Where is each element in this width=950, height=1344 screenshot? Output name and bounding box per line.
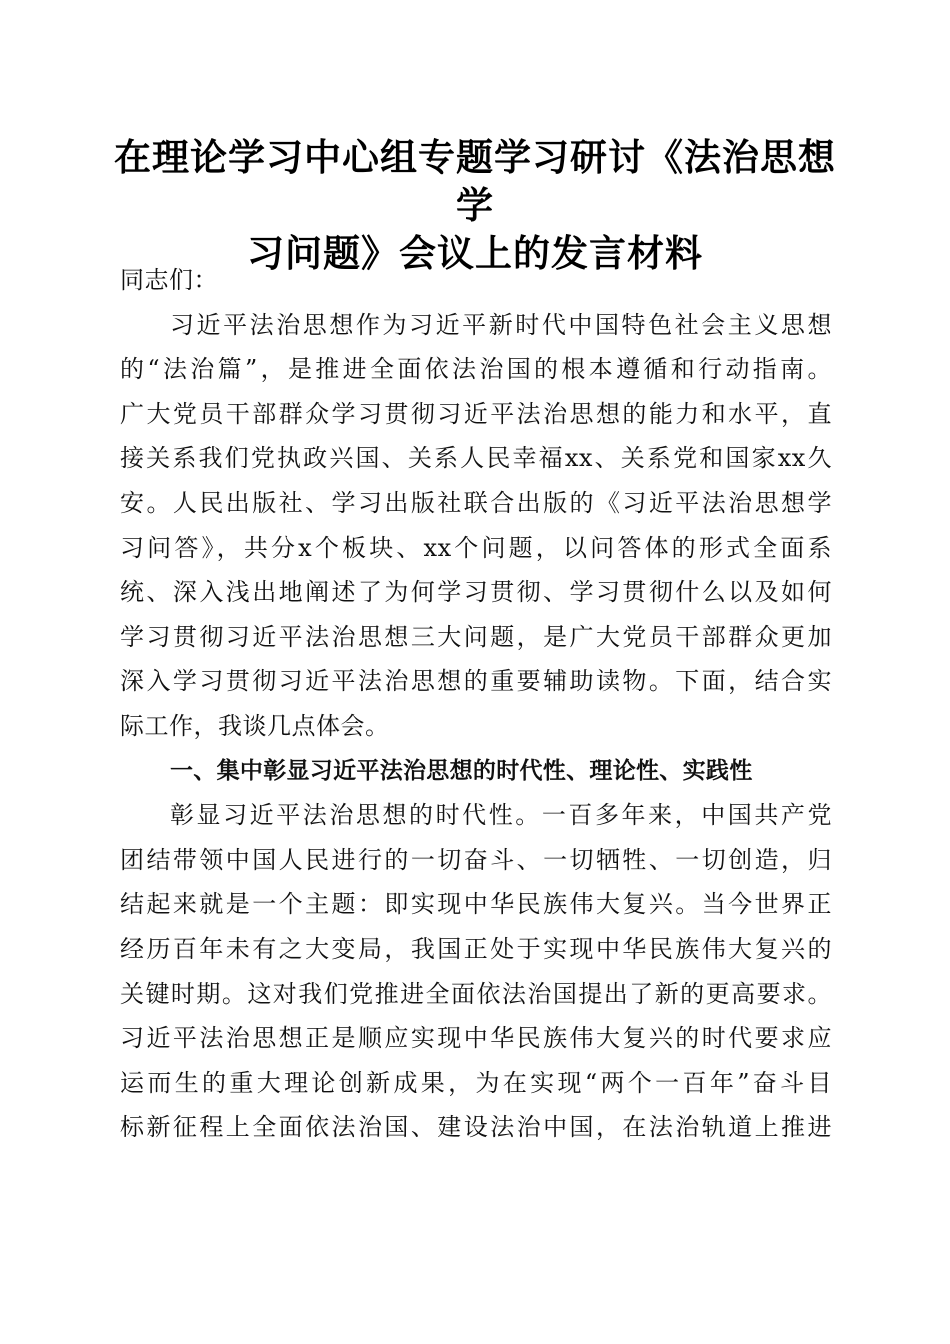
paragraph-2-line-2: 团结带领中国人民进行的一切奋斗、一切牺牲、一切创造，归 xyxy=(120,845,832,874)
paragraph-2-line-5: 关键时期。这对我们党推进全面依法治国提出了新的更高要求。 xyxy=(120,979,832,1008)
document-title xyxy=(100,133,850,277)
paragraph-1-line-4: 接关系我们党执政兴国、关系人民幸福xx、关系党和国家xx久 xyxy=(120,444,832,473)
paragraph-2-line-8: 标新征程上全面依法治国、建设法治中国，在法治轨道上推进 xyxy=(120,1113,832,1142)
salutation: 同志们： xyxy=(120,266,218,294)
paragraph-2-line-3: 结起来就是一个主题：即实现中华民族伟大复兴。当今世界正 xyxy=(120,890,832,919)
paragraph-1-line-10: 际工作，我谈几点体会。 xyxy=(120,711,390,740)
paragraph-2-line-6: 习近平法治思想正是顺应实现中华民族伟大复兴的时代要求应 xyxy=(120,1024,832,1053)
paragraph-1-line-5: 安。人民出版社、学习出版社联合出版的《习近平法治思想学 xyxy=(120,488,832,517)
title-line-1: 在理论学习中心组专题学习研讨《法治思想学 xyxy=(114,135,836,227)
paragraph-1-line-1: 习近平法治思想作为习近平新时代中国特色社会主义思想 xyxy=(170,310,832,339)
paragraph-1-line-6: 习问答》，共分x个板块、xx个问题，以问答体的形式全面系 xyxy=(120,533,832,562)
paragraph-2 xyxy=(120,793,832,1150)
paragraph-1 xyxy=(120,303,832,749)
title-line-2: 习问题》会议上的发言材料 xyxy=(247,231,703,275)
paragraph-1-line-9: 深入学习贯彻习近平法治思想的重要辅助读物。下面，结合实 xyxy=(120,667,832,696)
document-body xyxy=(120,258,832,1150)
paragraph-1-line-8: 学习贯彻习近平法治思想三大问题，是广大党员干部群众更加 xyxy=(120,622,832,651)
paragraph-1-line-2: 的“法治篇”，是推进全面依法治国的根本遵循和行动指南。 xyxy=(120,355,832,384)
paragraph-1-line-7: 统、深入浅出地阐述了为何学习贯彻、学习贯彻什么以及如何 xyxy=(120,578,832,607)
paragraph-2-line-7: 运而生的重大理论创新成果，为在实现“两个一百年”奋斗目 xyxy=(120,1068,832,1097)
paragraph-2-line-4: 经历百年未有之大变局，我国正处于实现中华民族伟大复兴的 xyxy=(120,934,832,963)
section-heading-1: 一、集中彰显习近平法治思想的时代性、理论性、实践性 xyxy=(170,757,753,784)
paragraph-1-line-3: 广大党员干部群众学习贯彻习近平法治思想的能力和水平，直 xyxy=(120,399,832,428)
paragraph-2-line-1: 彰显习近平法治思想的时代性。一百多年来，中国共产党 xyxy=(170,801,832,830)
